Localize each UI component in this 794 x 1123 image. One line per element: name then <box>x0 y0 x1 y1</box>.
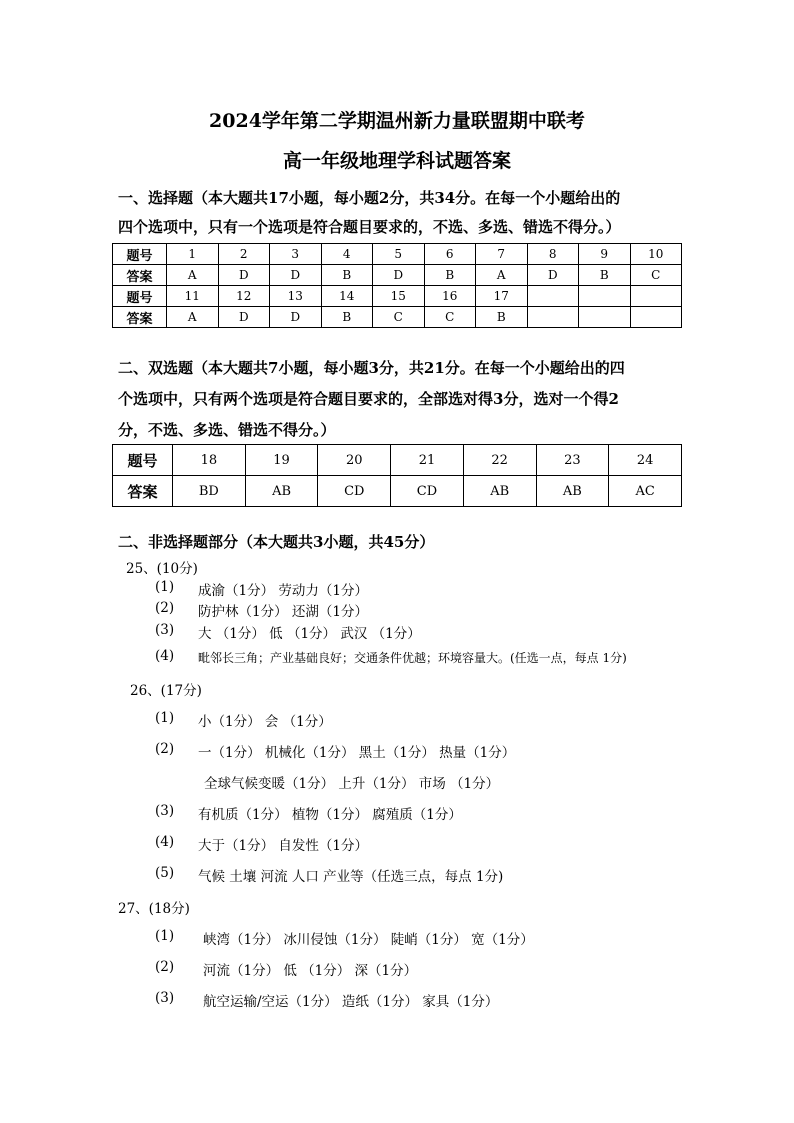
table-row <box>113 286 682 307</box>
section1-instruction-line2: 四个选项中，只有一个选项是符合题目要求的，不选、多选、错选不得分。） <box>118 218 621 236</box>
q25-item-num: (1) <box>155 579 175 595</box>
q27-item-num: (3) <box>155 990 175 1006</box>
question-number: 7 <box>476 244 528 265</box>
question-number: 9 <box>579 244 631 265</box>
row-label: 答案 <box>113 265 167 286</box>
row-label: 题号 <box>113 244 167 265</box>
question-number: 12 <box>218 286 270 307</box>
q25-item-text: 防护林（1分） 还湖（1分） <box>198 604 368 620</box>
q25-item-text: 毗邻长三角；产业基础良好；交通条件优越；环境容量大。(任选一点，每点 1分) <box>198 651 627 665</box>
table-row <box>113 307 682 328</box>
answer-cell: D <box>218 265 270 286</box>
answer-cell: BD <box>173 476 246 507</box>
q26-item-text: 全球气候变暖（1分） 上升（1分） 市场 （1分） <box>204 776 500 792</box>
question-27-head: 27、(18分) <box>118 901 190 917</box>
question-number <box>630 286 682 307</box>
answer-cell <box>579 307 631 328</box>
q25-item-text: 大 （1分） 低 （1分） 武汉 （1分） <box>198 626 421 642</box>
q27-item-text: 航空运输/空运（1分） 造纸（1分） 家具（1分） <box>203 994 499 1010</box>
question-number: 10 <box>630 244 682 265</box>
table-row <box>113 445 682 476</box>
question-number: 20 <box>318 445 391 476</box>
answer-cell <box>630 307 682 328</box>
table-row <box>113 244 682 265</box>
question-number: 13 <box>270 286 322 307</box>
answer-cell: AB <box>463 476 536 507</box>
question-26-head: 26、(17分) <box>130 683 202 699</box>
answer-cell: D <box>218 307 270 328</box>
question-number: 14 <box>321 286 373 307</box>
answer-cell: B <box>321 307 373 328</box>
q27-item-text: 河流（1分） 低 （1分） 深（1分） <box>203 963 418 979</box>
section2-instruction-line3: 分，不选、多选、错选不得分。） <box>118 421 336 439</box>
answer-cell: AB <box>245 476 318 507</box>
table-row <box>113 265 682 286</box>
answer-cell: B <box>424 265 476 286</box>
q25-item-num: (2) <box>155 600 175 616</box>
question-number: 21 <box>391 445 464 476</box>
row-label: 题号 <box>113 286 167 307</box>
question-number: 17 <box>476 286 528 307</box>
q26-item-num: (4) <box>155 834 175 850</box>
q26-item-num: (2) <box>155 741 175 757</box>
question-number <box>527 286 579 307</box>
choice-answer-table <box>112 243 682 328</box>
q27-item-text: 峡湾（1分） 冰川侵蚀（1分） 陡峭（1分） 宽（1分） <box>203 932 534 948</box>
row-label: 答案 <box>113 307 167 328</box>
row-label: 答案 <box>113 476 173 507</box>
answer-cell: CD <box>318 476 391 507</box>
q26-item-text: 大于（1分） 自发性（1分） <box>198 838 368 854</box>
answer-cell: B <box>321 265 373 286</box>
answer-cell: C <box>424 307 476 328</box>
q26-item-num: (1) <box>155 710 175 726</box>
q26-item-num: (3) <box>155 803 175 819</box>
question-number <box>579 286 631 307</box>
question-number: 1 <box>167 244 219 265</box>
answer-cell: C <box>373 307 425 328</box>
question-number: 24 <box>609 445 682 476</box>
question-number: 23 <box>536 445 609 476</box>
row-label: 题号 <box>113 445 173 476</box>
question-number: 3 <box>270 244 322 265</box>
answer-cell: AB <box>536 476 609 507</box>
answer-cell: D <box>373 265 425 286</box>
q27-item-num: (2) <box>155 959 175 975</box>
answer-cell: B <box>579 265 631 286</box>
answer-cell: A <box>167 307 219 328</box>
section2-instruction-line2: 个选项中，只有两个选项是符合题目要求的，全部选对得3分，选对一个得2 <box>118 390 619 408</box>
answer-cell: D <box>270 265 322 286</box>
question-number: 6 <box>424 244 476 265</box>
page-subtitle: 高一年级地理学科试题答案 <box>282 150 511 172</box>
q25-item-text: 成渝（1分） 劳动力（1分） <box>198 583 368 599</box>
question-number: 5 <box>373 244 425 265</box>
question-number: 8 <box>527 244 579 265</box>
question-number: 19 <box>245 445 318 476</box>
section2-instruction-line1: 二、双选题（本大题共7小题，每小题3分，共21分。在每一个小题给出的四 <box>118 359 625 377</box>
answer-cell: A <box>167 265 219 286</box>
question-number: 15 <box>373 286 425 307</box>
answer-cell: A <box>476 265 528 286</box>
q26-item-text: 小（1分） 会 （1分） <box>198 714 332 730</box>
answer-cell: D <box>270 307 322 328</box>
page-title: 2024学年第二学期温州新力量联盟期中联考 <box>209 110 585 132</box>
section1-instruction-line1: 一、选择题（本大题共17小题，每小题2分，共34分。在每一个小题给出的 <box>118 189 621 207</box>
answer-cell: C <box>630 265 682 286</box>
question-number: 11 <box>167 286 219 307</box>
q25-item-num: (3) <box>155 622 175 638</box>
question-25-head: 25、(10分) <box>126 561 198 577</box>
question-number: 4 <box>321 244 373 265</box>
q26-item-text: 有机质（1分） 植物（1分） 腐殖质（1分） <box>198 807 462 823</box>
q27-item-num: (1) <box>155 928 175 944</box>
answer-cell: CD <box>391 476 464 507</box>
question-number: 16 <box>424 286 476 307</box>
answer-cell: AC <box>609 476 682 507</box>
answer-cell: B <box>476 307 528 328</box>
question-number: 22 <box>463 445 536 476</box>
q26-item-text: 气候 土壤 河流 人口 产业等（任选三点，每点 1分) <box>198 869 504 885</box>
answer-cell <box>527 307 579 328</box>
double-choice-answer-table <box>112 444 682 507</box>
answer-cell: D <box>527 265 579 286</box>
question-number: 18 <box>173 445 246 476</box>
q26-item-text: 一（1分） 机械化（1分） 黑土（1分） 热量（1分） <box>198 745 516 761</box>
q26-item-num: (5) <box>155 865 175 881</box>
q25-item-num: (4) <box>155 648 175 664</box>
question-number: 2 <box>218 244 270 265</box>
table-row <box>113 476 682 507</box>
section3-heading: 二、非选择题部分（本大题共3小题，共45分） <box>118 533 435 551</box>
